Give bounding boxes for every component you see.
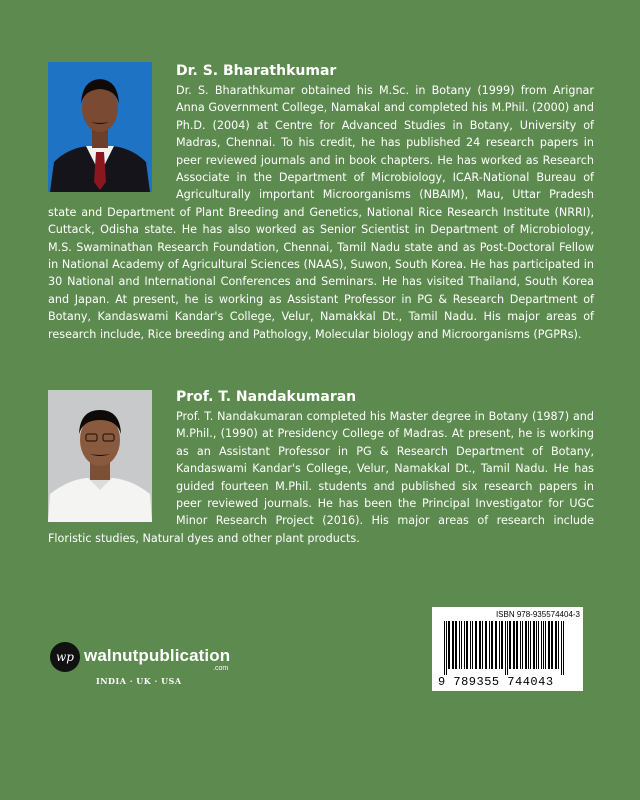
author-block-nandakumaran <box>48 388 594 547</box>
publisher-domain: .com <box>213 665 229 672</box>
author-name: Prof. T. Nandakumaran <box>176 389 357 405</box>
author-name: Dr. S. Bharathkumar <box>176 63 337 79</box>
isbn-label: ISBN 978-935574404-3 <box>495 610 580 619</box>
author-photo-nandakumaran <box>48 390 152 522</box>
isbn-digits: 9 789355 744043 <box>438 675 554 689</box>
publisher-regions: INDIA · UK · USA <box>96 676 182 686</box>
barcode-bars <box>436 621 579 675</box>
author-block-bharathkumar <box>48 62 594 343</box>
walnut-logo-icon: wp <box>50 642 80 672</box>
author-photo-bharathkumar <box>48 62 152 192</box>
author-bio: Dr. S. Bharathkumar obtained his M.Sc. in Botany (1999) from Arignar Anna Government College, Namakal and completed his M.Phil. (2000) and Ph.D. (2004) at Centre for Advanced Studies in Botany, University of Madras, Chennai. To his credit, he has published 24 research papers in peer reviewed journals and in book chapters. He has worked as Research Associate in the Department of Microbiology, ICAR-National Bureau of Agriculturally important Microorganisms (NBAIM), Mau, Uttar Pradesh state and Department of Plant Breeding and Genetics, National Rice Research Institute (NRRI), Cuttack, Odisha state. He has also worked as Senior Scientist in Department of Microbiology, M.S. Swaminathan Research Foundation, Chennai, Tamil Nadu state and as Post-Doctoral Fellow in National Academy of Agricultural Sciences (NAAS), Suwon, South Korea. He has participated in 30 National and International Conferences and Seminars. He has visited Thailand, South Korea and Japan. At present, he is working as Assistant Professor in PG & Research Department of Botany, Kandaswami Kandar's College, Velur, Namakkal Dt., Tamil Nadu. His major areas of research include, Rice breeding and Pathology, Molecular biology and Microorganisms (PGPRs). <box>48 84 594 341</box>
publisher-name: walnutpublication <box>84 646 231 665</box>
author-bio: Prof. T. Nandakumaran completed his Master degree in Botany (1987) and M.Phil., (1990) at Presidency College of Madras. At present, he is working as an Assistant Professor in PG & Research Department of Botany, Kandaswami Kandar's College, Velur, Namakkal Dt., Tamil Nadu. He has guided fourteen M.Phil. students and published six research papers in peer reviewed journals. He has been the Principal Investigator for UGC Minor Research Project (2016). His major areas of research include Floristic studies, Natural dyes and other plant products. <box>48 410 594 545</box>
isbn-barcode <box>432 607 583 691</box>
